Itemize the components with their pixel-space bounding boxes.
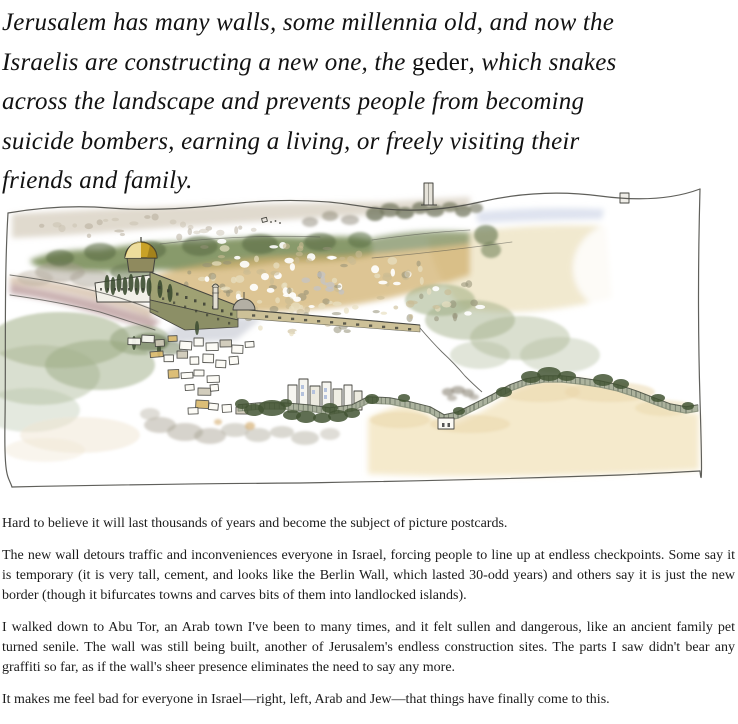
minaret	[212, 284, 219, 309]
caption-line: friends and family.	[2, 167, 193, 194]
paragraph: The new wall detours traffic and inconveniences everyone in Israel, forcing people to line up at endless checkpoints. Some say it is temporary (it is very tall, cement, and looks like the Berlin Wall, which lasted 30-odd years) and others say it is just the new border (though it bifurcates towns and carves bits of them into landlocked islands).	[2, 548, 735, 603]
caption-line-part: Israelis are constructing a new one, the	[2, 48, 412, 76]
caption-line-part: , which snakes	[468, 48, 617, 76]
caption-line	[2, 43, 616, 83]
caption-text	[2, 3, 616, 201]
jerusalem-watercolor-illustration	[0, 180, 738, 505]
caption-line: Jerusalem has many walls, some millennia old, and now the	[2, 9, 615, 36]
paragraph: Hard to believe it will last thousands of years and become the subject of picture postcards.	[2, 516, 508, 531]
caption-term-geder: geder	[412, 48, 469, 76]
paragraph: It makes me feel bad for everyone in Israel—right, left, Arab and Jew—that things have finally come to this.	[2, 692, 610, 707]
caption-line: across the landscape and prevents people from becoming	[2, 88, 585, 115]
paragraph: I walked down to Abu Tor, an Arab town I've been to many times, and it felt sullen and dangerous, like an ancient family pet turned senile. The wall was still being built, another of Jerusalem's endless construction sites. The parts I saw didn't bear any graffiti so far, as if the wall's sheer presence eliminates the need to say any more.	[2, 620, 735, 675]
checkpoint-house	[438, 418, 454, 429]
caption-line: suicide bombers, earning a living, or freely visiting their	[2, 127, 580, 155]
body-text	[2, 514, 735, 722]
